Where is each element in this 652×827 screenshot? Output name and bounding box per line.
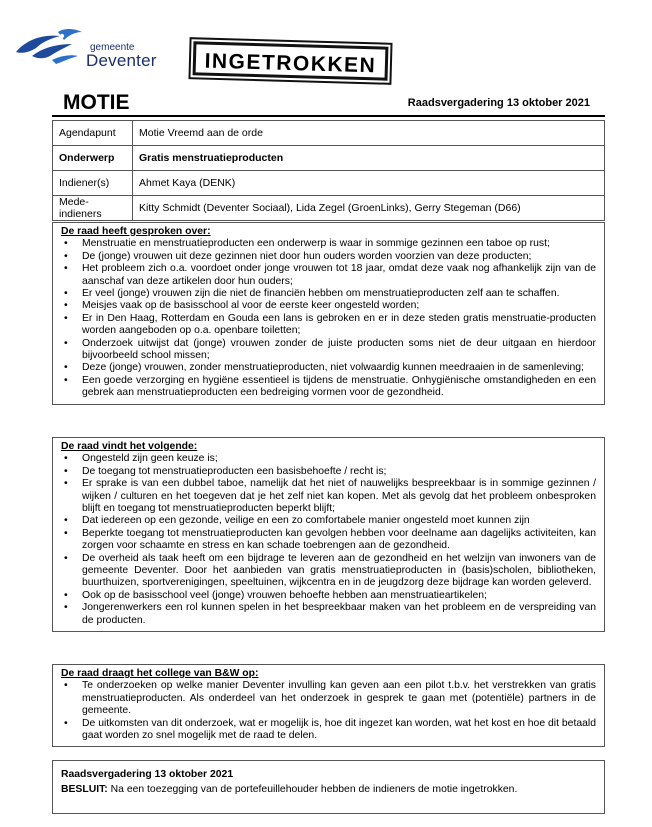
- section-heading: De raad draagt het college van B&W op:: [61, 668, 259, 679]
- section-gesproken-over: [52, 222, 605, 405]
- info-key: Agendapunt: [53, 121, 133, 146]
- meeting-date-header: Raadsvergadering 13 oktober 2021: [407, 97, 590, 109]
- besluit-section: [52, 760, 605, 814]
- list-item: • De (jonge) vrouwen uit deze gezinnen niet door hun ouders worden voorzien van deze producten;: [64, 250, 532, 262]
- info-key: Mede-indieners: [53, 196, 133, 221]
- list-item: • De toegang tot menstruatieproducten een basisbehoefte / recht is;: [64, 465, 387, 477]
- bullet-list: [61, 680, 596, 742]
- besluit-text: Na een toezegging van de portefeuillehouder hebben de indieners de motie ingetrokken.: [110, 784, 518, 795]
- list-item: • Onderzoek uitwijst dat (jonge) vrouwen zonder de juiste producten soms niet de deur uitgaan en hierdoor bijvoorbeeld school missen;: [64, 337, 596, 362]
- section-heading: De raad heeft gesproken over:: [61, 226, 211, 237]
- gemeente-deventer-logo: [12, 26, 157, 70]
- list-item: • De overheid als taak heeft om een bijdrage te leveren aan de gezondheid en het welzijn van inwoners van de gemeente Deventer. Door het aanbieden van gratis menstruatieproducten in (basis)scholen, bibliotheken, buurthuizen, sportverenigingen, speeltuinen, wijkcentra en in de jeugdzorg deze bijdrage kan worden geleverd.: [64, 552, 596, 589]
- list-item: • Jongerenwerkers een rol kunnen spelen in het bespreekbaar maken van het probleem en de verspreiding van de producten.: [64, 602, 596, 626]
- list-item: • Het probleem zich o.a. voordoet onder jonge vrouwen tot 18 jaar, omdat deze vaak nog afhankelijk zijn van de aanschaf van deze artikelen door hun ouders;: [64, 263, 596, 287]
- info-row-onderwerp: [53, 146, 605, 171]
- list-item: • Er sprake is van een dubbel taboe, namelijk dat het niet of nauwelijks bespreekbaar is in sommige gezinnen / wijken / culturen en het toegeven dat je het zelf niet kan kopen. Met als gevolg dat het probleem onbesproken blijft en toegang tot menstruatieproducten beperkt blijft;: [64, 478, 596, 515]
- info-key: Onderwerp: [53, 146, 133, 171]
- list-item: • Een goede verzorging en hygiëne essentieel is tijdens de menstruatie. Onhygiënische omstandigheden en een gebrek aan menstruatieproducten een bedreiging vormen voor de gezondheid.: [64, 374, 596, 399]
- info-row-agendapunt: [53, 121, 605, 146]
- info-row-indieners: [53, 171, 605, 196]
- list-item: • Dat iedereen op een gezonde, veilige en een zo comfortabele manier ongesteld moet kunnen zijn: [64, 515, 530, 527]
- list-item: • Te onderzoeken op welke manier Deventer invulling kan geven aan een pilot t.b.v. het verstrekken van gratis menstruatieproducten. Als onderdeel van het onderzoek in gesprek te gaan met (potentiële) partners in de gemeente.: [64, 680, 596, 717]
- list-item: • Meisjes vaak op de basisschool al voor de eerste keer ongesteld worden;: [64, 300, 420, 312]
- list-item: • Deze (jonge) vrouwen, zonder menstruatieproducten, niet volwaardig kunnen meedraaien in de samenleving;: [64, 362, 584, 374]
- section-vindt-het-volgende: [52, 437, 605, 632]
- list-item: • Ongesteld zijn geen keuze is;: [64, 453, 218, 465]
- info-row-mede-indieners: [53, 196, 605, 221]
- deventer-bird-icon: [12, 26, 86, 66]
- list-item: • Ook op de basisschool veel (jonge) vrouwen behoefte hebben aan menstruatieartikelen;: [64, 589, 487, 601]
- list-item: • Er veel (jonge) vrouwen zijn die niet de financiën hebben om menstruatieproducten zelf aan te schaffen.: [64, 288, 560, 300]
- section-heading: De raad vindt het volgende:: [61, 441, 198, 452]
- info-value: Gratis menstruatieproducten: [133, 146, 605, 171]
- info-value: Kitty Schmidt (Deventer Sociaal), Lida Zegel (GroenLinks), Gerry Stegeman (D66): [133, 196, 605, 221]
- list-item: • Beperkte toegang tot menstruatieproducten kan gevolgen hebben voor deelname aan dagelijks activiteiten, kan zorgen voor schaamte en stress en kan schade toebrengen aan de gezondheid.: [64, 527, 596, 552]
- besluit-meeting-date: Raadsvergadering 13 oktober 2021: [61, 769, 234, 780]
- list-item: • Er in Den Haag, Rotterdam en Gouda een lans is gebroken en er in deze steden gratis menstruatie-producten worden aangeboden op o.a. openbare toiletten;: [64, 312, 596, 337]
- info-value: Motie Vreemd aan de orde: [133, 121, 605, 146]
- bullet-list: [61, 453, 596, 627]
- ingetrokken-stamp: INGETROKKEN: [193, 41, 389, 80]
- header-rule: [52, 115, 605, 117]
- besluit-line: [61, 782, 596, 797]
- list-item: • Menstruatie en menstruatieproducten een onderwerp is waar in sommige gezinnen een taboe op rust;: [64, 238, 550, 250]
- document-type-title: MOTIE: [63, 91, 130, 114]
- section-draagt-college-op: [52, 664, 605, 747]
- info-value: Ahmet Kaya (DENK): [133, 171, 605, 196]
- logo-text-gemeente: gemeente: [90, 42, 135, 53]
- besluit-label: BESLUIT:: [61, 784, 108, 795]
- motion-info-table: [52, 120, 605, 221]
- info-key: Indiener(s): [53, 171, 133, 196]
- list-item: • De uitkomsten van dit onderzoek, wat er mogelijk is, hoe dit ingezet kan worden, wat het kost en hoe dit betaald gaat worden zo snel mogelijk met de raad te delen.: [64, 717, 596, 742]
- logo-text-deventer: Deventer: [86, 51, 157, 70]
- bullet-list: [61, 238, 596, 399]
